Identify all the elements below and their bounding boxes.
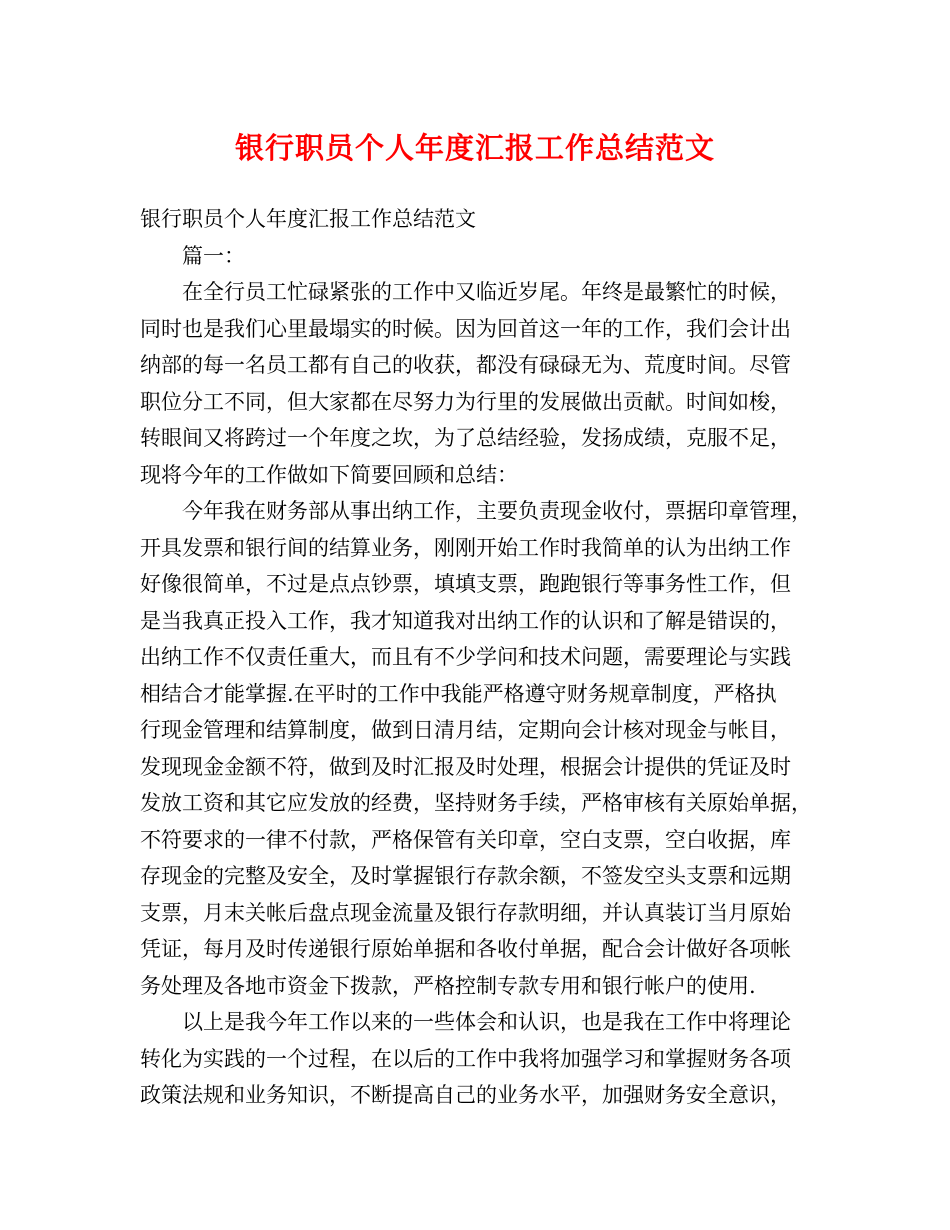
paragraph-line: 是当我真正投入工作，我才知道我对出纳工作的认识和了解是错误的， (140, 608, 791, 633)
paragraph-line: 务处理及各地市资金下拨款，严格控制专款专用和银行帐户的使用. (140, 973, 756, 998)
paragraph-line: 不符要求的一律不付款，严格保管有关印章，空白支票，空白收据，库 (140, 827, 791, 852)
paragraph-line: 相结合才能掌握.在平时的工作中我能严格遵守财务规章制度，严格执 (140, 681, 777, 706)
paragraph-line: 政策法规和业务知识，不断提高自己的业务水平，加强财务安全意识， (140, 1083, 791, 1107)
paragraph-line: 发放工资和其它应发放的经费，坚持财务手续，严格审核有关原始单据， (140, 791, 812, 815)
document-body (140, 201, 820, 1114)
paragraph-line: 存现金的完整及安全，及时掌握银行存款余额，不签发空头支票和远期 (140, 864, 791, 888)
paragraph-line: 现将今年的工作做如下简要回顾和总结： (140, 462, 518, 487)
document-title: 银行职员个人年度汇报工作总结范文 (234, 131, 715, 165)
paragraph-line: 在全行员工忙碌紧张的工作中又临近岁尾。年终是最繁忙的时候， (182, 280, 791, 304)
paragraph-line: 今年我在财务部从事出纳工作，主要负责现金收付，票据印章管理， (182, 499, 812, 523)
paragraph-line: 转化为实践的一个过程，在以后的工作中我将加强学习和掌握财务各项 (140, 1046, 791, 1071)
paragraph-1 (140, 274, 820, 493)
section-label: 篇一： (182, 243, 245, 268)
subtitle-line: 银行职员个人年度汇报工作总结范文 (140, 207, 476, 231)
paragraph-line: 发现现金金额不符，做到及时汇报及时处理，根据会计提供的凭证及时 (140, 754, 791, 779)
paragraph-line: 凭证，每月及时传递银行原始单据和各收付单据，配合会计做好各项帐 (140, 937, 791, 961)
paragraph-line: 转眼间又将跨过一个年度之坎，为了总结经验，发扬成绩，克服不足， (140, 426, 791, 450)
paragraph-3 (140, 1004, 820, 1114)
paragraph-line: 支票，月末关帐后盘点现金流量及银行存款明细，并认真装订当月原始 (140, 900, 791, 925)
paragraph-line: 开具发票和银行间的结算业务，刚刚开始工作时我简单的认为出纳工作 (140, 535, 791, 560)
paragraph-line: 行现金管理和结算制度，做到日清月结，定期向会计核对现金与帐目， (140, 718, 791, 742)
paragraph-line: 同时也是我们心里最塌实的时候。因为回首这一年的工作，我们会计出 (140, 316, 791, 341)
paragraph-line: 好像很简单，不过是点点钞票，填填支票，跑跑银行等事务性工作，但 (140, 572, 791, 596)
paragraph-line: 以上是我今年工作以来的一些体会和认识，也是我在工作中将理论 (182, 1010, 791, 1034)
paragraph-line: 纳部的每一名员工都有自己的收获，都没有碌碌无为、荒度时间。尽管 (140, 353, 791, 377)
paragraph-2 (140, 493, 820, 1004)
paragraph-line: 出纳工作不仅责任重大，而且有不少学问和技术问题，需要理论与实践 (140, 645, 791, 669)
paragraph-line: 职位分工不同，但大家都在尽努力为行里的发展做出贡献。时间如梭， (140, 389, 791, 414)
